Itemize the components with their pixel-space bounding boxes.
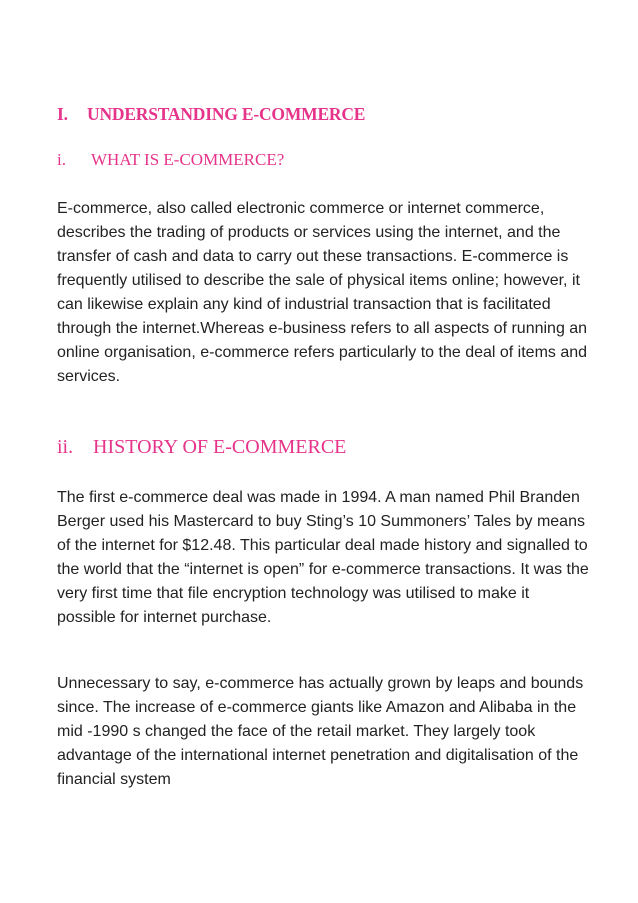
section-number: I. bbox=[57, 104, 68, 124]
subsection-number: i. bbox=[57, 150, 66, 169]
subsection-title: WHAT IS E-COMMERCE? bbox=[91, 150, 285, 169]
section-title: UNDERSTANDING E-COMMERCE bbox=[87, 104, 366, 124]
body-paragraph: E-commerce, also called electronic commerce or internet commerce, describes the trading of products or services using the internet, and the transfer of cash and data to carry out these transactions. E-commerce is frequently utilised to describe the sale of physical items online; however, it can likewise explain any kind of industrial transaction that is facilitated through the internet.Whereas e-business refers to all aspects of running an online organisation, e-commerce refers particularly to the deal of items and services. bbox=[57, 200, 588, 385]
subsection-heading-what-is bbox=[57, 150, 284, 170]
subsection-heading-history bbox=[57, 436, 346, 459]
body-paragraph: The first e-commerce deal was made in 1994. A man named Phil Branden Berger used his Mastercard to buy Sting’s 10 Summoners’ Tales by means of the internet for $12.48. This particular deal made history and signalled to the world that the “internet is open” for e-commerce transactions. It was the very first time that file encryption technology was utilised to make it possible for internet purchase. bbox=[57, 489, 589, 626]
subsection-number: ii. bbox=[57, 436, 74, 458]
body-paragraph: Unnecessary to say, e-commerce has actually grown by leaps and bounds since. The increase of e-commerce giants like Amazon and Alibaba in the mid -1990 s changed the face of the retail market. They largely took advantage of the international internet penetration and digitalisation of the financial system bbox=[57, 675, 584, 788]
subsection-title: HISTORY OF E-COMMERCE bbox=[93, 436, 347, 458]
section-heading bbox=[57, 104, 365, 125]
